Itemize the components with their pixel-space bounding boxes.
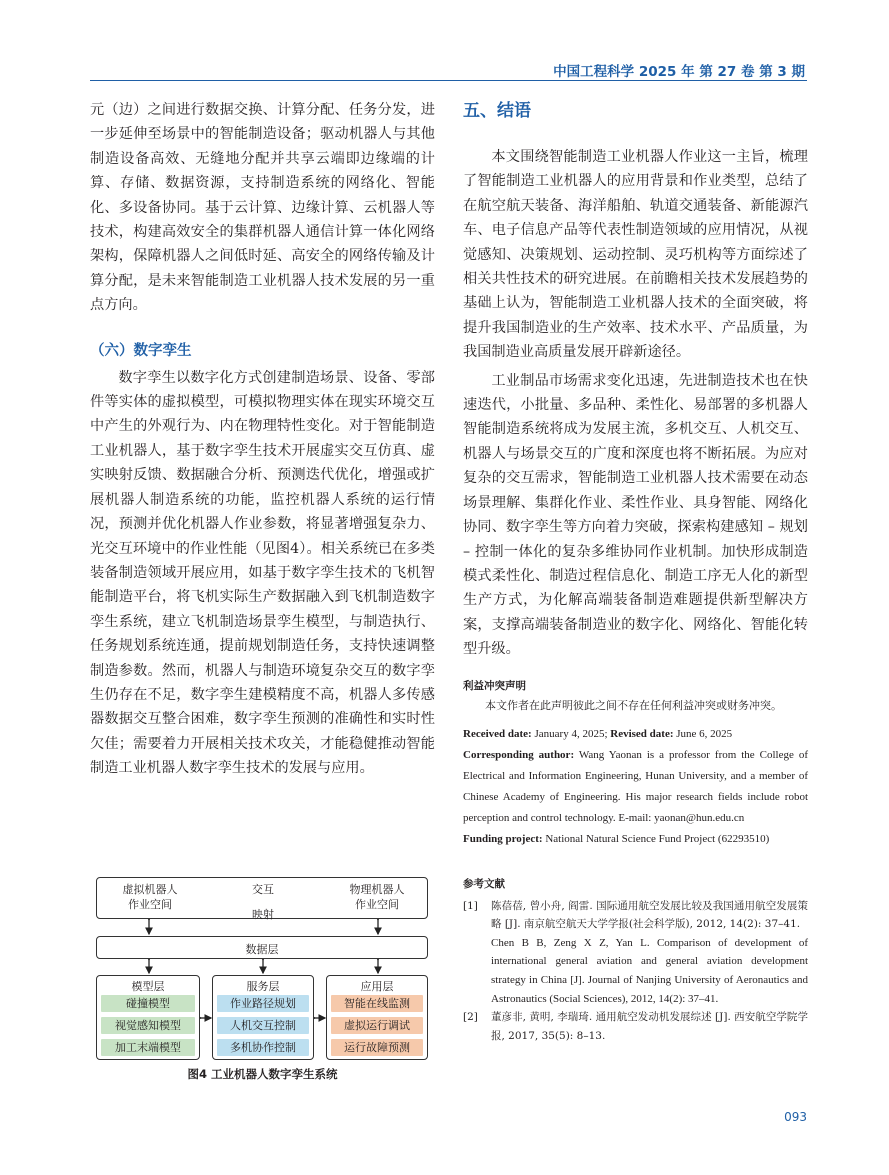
application-layer-title: 应用层 <box>360 980 394 993</box>
references-heading: 参考文献 <box>463 877 505 890</box>
service-layer-title: 服务层 <box>246 980 280 993</box>
coi-statement: 本文作者在此声明彼此之间不存在任何利益冲突或财务冲突。 <box>485 698 782 712</box>
right-column <box>463 98 808 1045</box>
interact-label: 交互 <box>252 883 274 896</box>
model-item-end-effector: 加工末端模型 <box>101 1039 195 1056</box>
paragraph-edge-computing: 元（边）之间进行数据交换、计算分配、任务分发，进一步延伸至场景中的智能制造设备；驱动机器人与其他制造设备高效、无缝地分配并共享云端即边缘端的计算、存储、数据资源，支持制造系统的网络化、智能化、多设备协同。基于云计算、边缘计算、云机器人等技术，构建高效安全的集群机器人通信计算一体化网络架构，保障机器人之间低时延、高安全的网络传输及计算分配，是未来智能制造工业机器人技术发展的另一重点方向。 <box>90 102 435 314</box>
section-heading-conclusion: 五、结语 <box>463 101 531 121</box>
figure-caption: 图4 工业机器人数字孪生系统 <box>187 1067 338 1081</box>
data-layer-label: 数据层 <box>245 943 279 956</box>
paragraph-conclusion-2: 工业制品市场需求变化迅速，先进制造技术也在快速迭代，小批量、多品种、柔性化、易部署的多机器人智能制造系统将成为发展主流，多机交互、人机交互、机器人与场景交互的广度和深度也将不断拓展。为应对复杂的交互需求，智能制造工业机器人技术需要在动态场景理解、集群化作业、柔性作业、具身智能、网络化协同、数字孪生等方向着力突破，探索构建感知 – 规划 – 控制一体化的复杂多维协同作业机制。加快形成制造模式柔性化、制造过程信息化、制造工序无人化的新型生产方式，为化解高端装备制造难题提供新型解决方案，支撑高端装备制造业的数字化、网络化、智能化转型升级。 <box>463 372 808 658</box>
funding-project: Funding project: National Natural Science Fund Project (62293510) <box>463 832 770 845</box>
virtual-workspace-label: 虚拟机器人 作业空间 <box>122 883 178 911</box>
paragraph-conclusion-1: 本文围绕智能制造工业机器人作业这一主旨，梳理了智能制造工业机器人的应用背景和作业类型，总结了在航空航天装备、海洋船舶、轨道交通装备、新能源汽车、电子信息产品等代表性制造领域的应用情况，从视觉感知、决策规划、运动控制、灵巧机构等方面综述了相关共性技术的研究进展。在前瞻相关技术发展趋势的基础上认为，智能制造工业机器人技术的全面突破，将提升我国制造业的生产效率、技术水平、产品质量，为我国制造业高质量发展开辟新途径。 <box>463 149 808 361</box>
reference-item: [2] 董彦非, 黄明, 李瑞琦. 通用航空发动机发展综述 [J]. 西安航空学院学报, 2017, 35(5): 8–13. <box>463 1011 808 1042</box>
corresponding-author: Corresponding author: Wang Yaonan is a professor from the College of Electrical and Information Engineering, Hunan University, and a member of Chinese Academy of Engineering. His major research fields include robot perception and control technology. E-mail: yaonan@hun.edu.cn <box>463 748 808 824</box>
coi-heading: 利益冲突声明 <box>463 679 526 692</box>
page-number: 093 <box>784 1110 807 1124</box>
left-column <box>90 98 435 781</box>
app-item-fault: 运行故障预测 <box>331 1039 423 1056</box>
paragraph-digital-twin: 数字孪生以数字化方式创建制造场景、设备、零部件等实体的虚拟模型，可模拟物理实体在现实环境交互中产生的外观行为、内在物理特性变化。对于智能制造工业机器人，基于数字孪生技术开展虚实交互仿真、虚实映射反馈、数据融合分析、预测迭代优化，增强或扩展机器人制造系统的功能，监控机器人系统的运行情况，预测并优化机器人作业参数，将显著增强复杂力、光交互环境中的作业性能（见图4）。相关系统已在多类装备制造领域开展应用，如基于数字孪生技术的飞机智能制造平台，将飞机实际生产数据融入到飞机制造数字孪生系统，建立飞机制造场景孪生模型，与制造执行、任务规划系统连通，提前规划制造任务，支持快速调整制造参数。然而，机器人与制造环境复杂交互的数字孪生仍存在不足，数字孪生建模精度不高，机器人多传感器数据交互整合困难，数字孪生预测的准确性和实时性欠佳；需要着力开展相关技术攻关，才能稳健推动智能制造工业机器人数字孪生技术的发展与应用。 <box>90 369 435 777</box>
app-item-monitor: 智能在线监测 <box>331 995 423 1012</box>
service-item-multi: 多机协作控制 <box>217 1039 309 1056</box>
model-layer-title: 模型层 <box>131 980 165 993</box>
model-item-collision: 碰撞模型 <box>101 995 195 1012</box>
mapping-label: 映射 <box>252 908 274 921</box>
dates-line: Received date: January 4, 2025; Revised date: June 6, 2025 <box>463 727 733 740</box>
service-item-path: 作业路径规划 <box>217 995 309 1012</box>
journal-title: 中国工程科学 2025 年 第 27 卷 第 3 期 <box>553 64 805 80</box>
reference-item: [1] 陈蓓蓓, 曾小舟, 阎雷. 国际通用航空发展比较及我国通用航空发展策略 [J]. 南京航空航天大学学报(社会科学版), 2012, 14(2): 37–41. <box>463 899 808 931</box>
model-item-vision: 视觉感知模型 <box>101 1017 195 1034</box>
reference-item-english: Chen B B, Zeng X Z, Yan L. Comparison of development of international general aviation and general aviation development strategy in China [J]. Journal of Nanjing University of Aeronautics and Astronautics (Social Sciences), 2012, 14(2): 37–41. <box>491 936 808 1005</box>
section-heading-digital-twin: （六）数字孪生 <box>90 342 192 359</box>
running-header <box>90 58 807 81</box>
figure-4 <box>90 872 435 1081</box>
service-item-hri: 人机交互控制 <box>217 1017 309 1034</box>
physical-workspace-label: 物理机器人 作业空间 <box>349 883 405 911</box>
app-item-debug: 虚拟运行调试 <box>331 1017 423 1034</box>
